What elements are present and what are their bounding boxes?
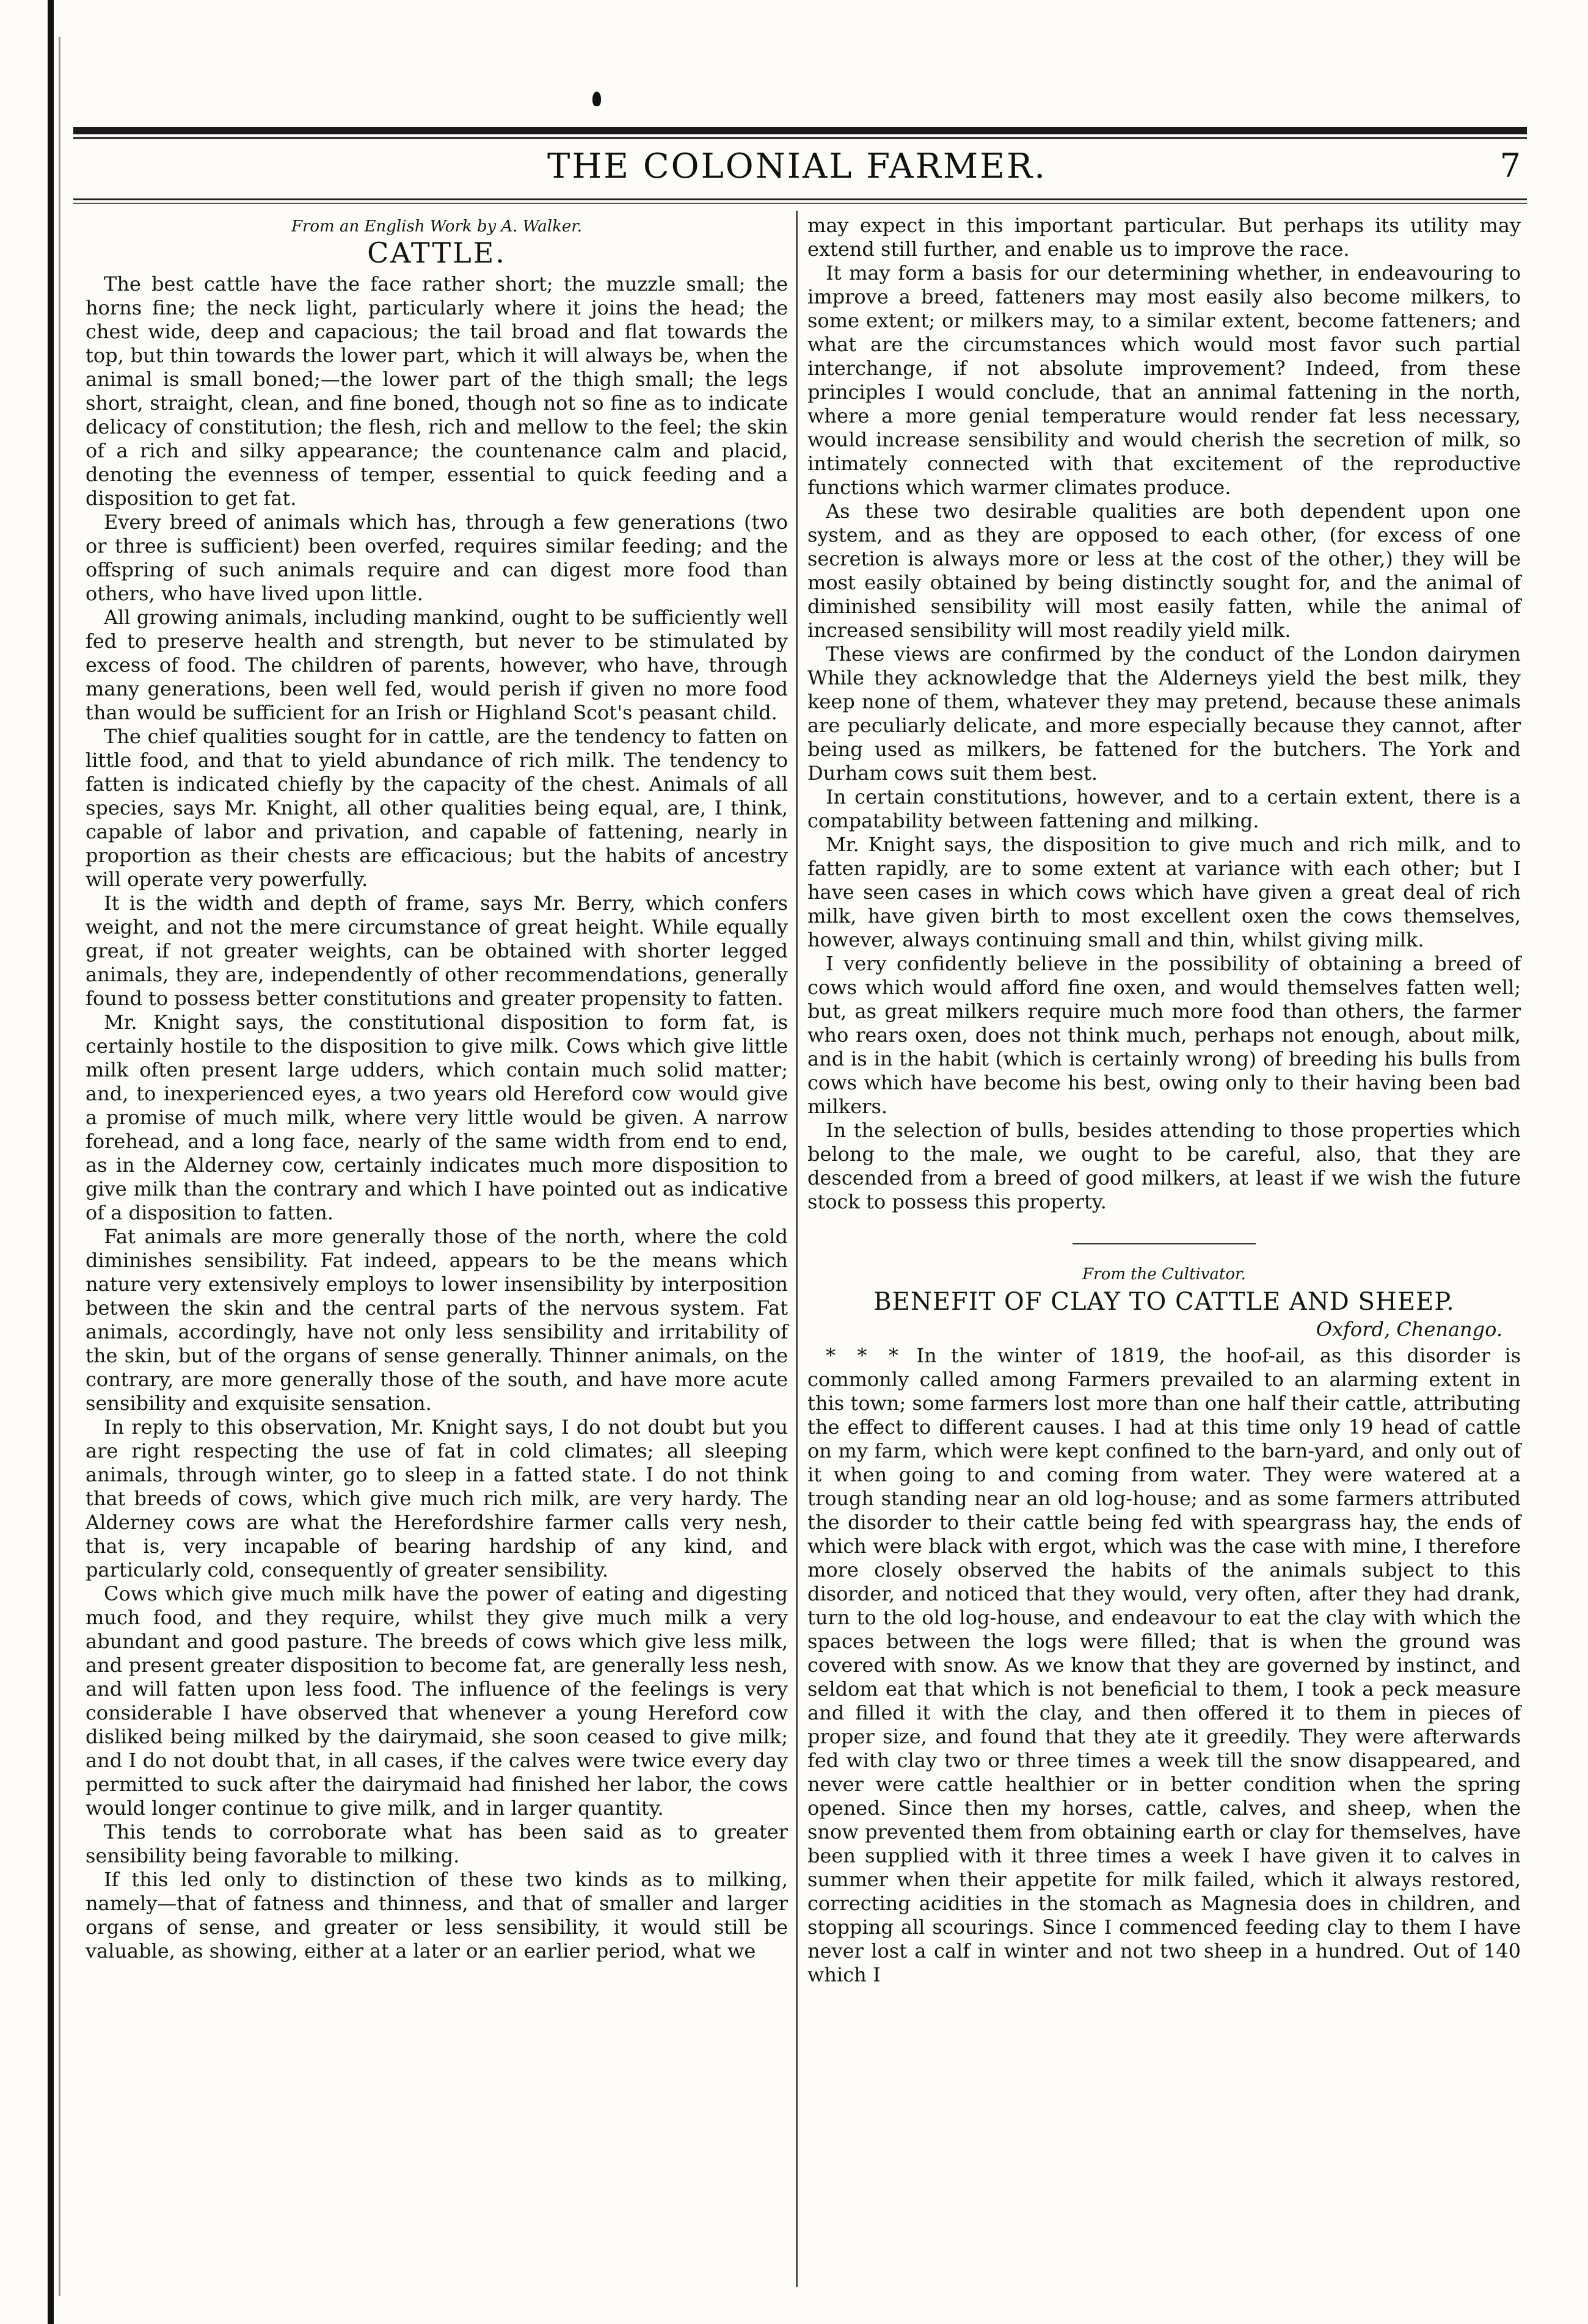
paragraph: If this led only to distinction of these two kinds as to milking, namely—that of fatness and thinness, and that of smaller and larger organs of sense, and greater or less sensibility, it would still be valuable, as showing, either at a later or an earlier period, what we xyxy=(86,1868,788,1963)
ink-blot xyxy=(592,92,601,106)
paragraph: In the selection of bulls, besides attending to those properties which belong to the male, we ought to be careful, also, that they are descended from a breed of good milkers, at least if we wish the future stock to possess this property. xyxy=(807,1119,1521,1213)
paragraph-text: In the winter of 1819, the hoof-ail, as this disorder is commonly called among Farmers prevailed to an alarming extent in this town; some farmers lost more than one half their cattle, attributing the effect to different causes. I had at this time only 19 head of cattle on my farm, which were kept confined to the barn-yard, and only out of it when going to and coming from water. They were watered at a trough standing near an old log-house; and as some farmers attributed the disorder to their cattle being fed with speargrass hay, the ends of which were black with ergot, which was the case with mine, I therefore more closely observed the habits of the animals subject to this disorder, and noticed that they would, very often, after they had drank, turn to the old log-house, and endeavour to eat the clay with which the spaces between the logs were filled; that is when the ground was covered with snow. As we know that they are governed by instinct, and seldom eat that which is not beneficial to them, I took a peck measure and filled it with the clay, and then offered it to them in pieces of proper size, and found that they ate it greedily. They were afterwards fed with clay two or three times a week till the snow disappeared, and never were cattle healthier or in better condition when the spring opened. Since then my horses, cattle, calves, and sheep, when the snow prevented them from obtaining earth or clay for themselves, have been supplied with it three times a week I have given it to calves in summer when their appetite for milk failed, which it always restored, correcting acidities in the stomach as Magnesia does in children, and stopping all scourings. Since I commenced feeding clay to them I have never lost a calf in winter and not two sheep in a hundred. Out of 140 which I xyxy=(807,1344,1521,1986)
binding-edge xyxy=(48,0,54,2324)
paragraph: Every breed of animals which has, through a few generations (two or three is sufficient) been overfed, requires similar feeding; and the offspring of such animals require and can digest more food than others, who have lived upon little. xyxy=(86,510,788,605)
second-article-source: From the Cultivator. xyxy=(1082,1265,1246,1284)
paragraph: The best cattle have the face rather short; the muzzle small; the horns fine; the neck light, particularly where it joins the head; the chest wide, deep and capacious; the tail broad and flat towards the top, but thin towards the lower part, which it will always be, when the animal is small boned;—the lower part of the thigh small; the legs short, straight, clean, and fine boned, though not so fine as to indicate delicacy of constitution; the flesh, rich and mellow to the feel; the skin of a rich and silky appearance; the countenance calm and placid, denoting the evenness of temper, essential to quick feeding and a disposition to get fat. xyxy=(86,272,788,510)
paragraph: It is the width and depth of frame, says Mr. Berry, which confers weight, and not the mere circumstance of great height. While equally great, if not greater weights, can be obtained with shorter legged animals, they are, independently of other recommendations, generally found to possess better constitutions and greater propensity to fatten. xyxy=(86,891,788,1010)
paragraph: In certain constitutions, however, and to a certain extent, there is a compatability between fattening and milking. xyxy=(807,785,1521,832)
dateline: Oxford, Chenango. xyxy=(1316,1318,1502,1341)
paragraph xyxy=(807,1344,1521,1987)
top-thin-rule xyxy=(73,137,1527,139)
paragraph: may expect in this important particular. But perhaps its utility may extend still further, and enable us to improve the race. xyxy=(807,214,1521,261)
paragraph: I very confidently believe in the possibility of obtaining a breed of cows which would afford fine oxen, and would themselves fatten well; but, as great milkers require much more food than others, the farmer who rears oxen, does not think much, perhaps not enough, about milk, and is in the habit (which is certainly wrong) of breeding his bulls from cows which have become his best, owing only to their having been bad milkers. xyxy=(807,952,1521,1118)
masthead-title: THE COLONIAL FARMER. xyxy=(547,147,1047,186)
column-divider xyxy=(796,211,798,2287)
paragraph: All growing animals, including mankind, ought to be sufficiently well fed to preserve health and strength, but never to be stimulated by excess of food. The children of parents, however, who have, through many generations, been well fed, would perish if given no more food than would be sufficient for an Irish or Highland Scot's peasant child. xyxy=(86,606,788,724)
paragraph: In reply to this observation, Mr. Knight says, I do not doubt but you are right respecting the use of fat in cold climates; all sleeping animals, through winter, go to sleep in a fatted state. I do not think that breeds of cows, which give much rich milk, are very hardy. The Alderney cows are what the Herefordshire farmer calls very nesh, that is, very incapable of bearing hardship of any kind, and particularly cold, consequently of greater sensibility. xyxy=(86,1415,788,1581)
paragraph: Fat animals are more generally those of the north, where the cold diminishes sensibility. Fat indeed, appears to be the means which nature very extensively employs to lower insensibility by interposition between the skin and the central parts of the nervous system. Fat animals, accordingly, have not only less sensibility and irritability of the skin, but of the organs of sense generally. Thinner animals, on the contrary, are more generally those of the south, and have more acute sensibility and exquisite sensation. xyxy=(86,1225,788,1415)
page-number: 7 xyxy=(1499,147,1521,185)
paragraph: As these two desirable qualities are both dependent upon one system, and as they are opposed to each other, (for excess of one secretion is always more or less at the cost of the other,) they will be most easily obtained by being distinctly sought for, and the animal of diminished sensibility will most easily fatten, while the animal of increased sensibility will most readily yield milk. xyxy=(807,499,1521,642)
left-column xyxy=(86,215,788,1963)
paragraph: Mr. Knight says, the constitutional disposition to form fat, is certainly hostile to the disposition to give milk. Cows which give little milk often present large udders, which contain much solid matter; and, to inexperienced eyes, a two years old Hereford cow would give a promise of much milk, where very little would be given. A narrow forehead, and a long face, nearly of the same width from end to end, as in the Alderney cow, certainly indicates much more disposition to give milk than the contrary and which I have pointed out as indicative of a disposition to fatten. xyxy=(86,1011,788,1224)
section-rule xyxy=(1073,1243,1256,1244)
article-heading: CATTLE. xyxy=(367,236,506,269)
paragraph: This tends to corroborate what has been said as to greater sensibility being favorable to milking. xyxy=(86,1820,788,1867)
second-article-heading: BENEFIT OF CLAY TO CATTLE AND SHEEP. xyxy=(873,1288,1455,1316)
paragraph: Mr. Knight says, the disposition to give much and rich milk, and to fatten rapidly, are to some extent at variance with each other; but I have seen cases in which cows which have given a great deal of rich milk, have given birth to most excellent oxen the cows themselves, however, always continuing small and thin, whilst giving milk. xyxy=(807,833,1521,951)
article-source: From an English Work by A. Walker. xyxy=(291,217,583,236)
paragraph: The chief qualities sought for in cattle, are the tendency to fatten on little food, and that to yield abundance of rich milk. The tendency to fatten is indicated chiefly by the capacity of the chest. Animals of all species, says Mr. Knight, all other qualities being equal, are, I think, capable of labor and privation, and capable of fattening, nearly in proportion as their chests are efficacious; but the habits of ancestry will operate very powerfully. xyxy=(86,725,788,891)
right-column xyxy=(807,214,1521,1987)
masthead xyxy=(73,147,1521,195)
paragraph: Cows which give much milk have the power of eating and digesting much food, and they require, whilst they give much milk a very abundant and good pasture. The breeds of cows which give less milk, and present greater disposition to become fat, are generally less nesh, and will fatten upon less food. The influence of the feelings is very considerable I have observed that whenever a young Hereford cow disliked being milked by the dairymaid, she soon ceased to give milk; and I do not doubt that, in all cases, if the calves were twice every day permitted to suck after the dairymaid had finished her labor, the cows would longer continue to give milk, and in larger quantity. xyxy=(86,1582,788,1820)
top-thick-rule xyxy=(73,127,1527,134)
binding-shadow xyxy=(59,37,60,2296)
paragraph: These views are confirmed by the conduct of the London dairymen While they acknowledge that the Alderneys yield the best milk, they keep none of them, whatever they may pretend, because these animals are peculiarly delicate, and more especially because they cannot, after being used as milkers, be fattened for the butchers. The York and Durham cows suit them best. xyxy=(807,642,1521,785)
header-rule xyxy=(73,198,1527,200)
asterisks: * * * xyxy=(826,1344,902,1367)
paragraph: It may form a basis for our determining whether, in endeavouring to improve a breed, fatteners may most easily also become milkers, to some extent; or milkers may, to a similar extent, become fatteners; and what are the circumstances which would most favor such partial interchange, if not absolute improvement? Indeed, from these principles I would conclude, that an annimal fattening in the north, where a more genial temperature would render fat less necessary, would increase sensibility and would cherish the secretion of milk, so intimately connected with that excitement of the reproductive functions which warmer climates produce. xyxy=(807,261,1521,499)
header-rule-thin xyxy=(73,203,1527,204)
